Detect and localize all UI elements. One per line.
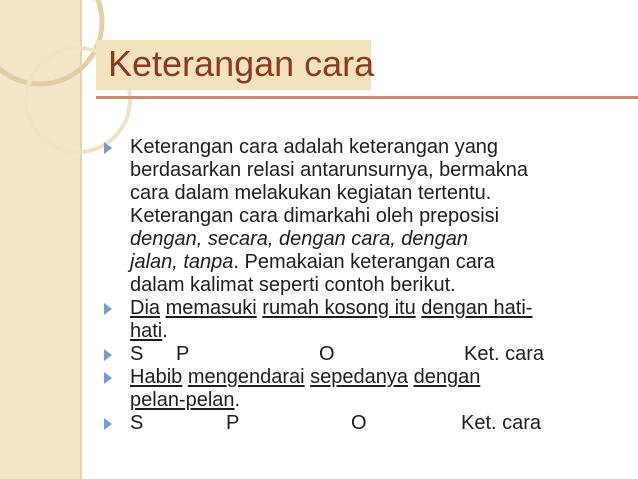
object-phrase: sepedanya (310, 366, 409, 388)
text-line-mixed: jalan, tanpa. Pemakaian keterangan cara (130, 251, 495, 273)
bullet-arrow-icon (104, 418, 112, 430)
example-line-continued: hati. (130, 320, 168, 342)
analysis-line (130, 412, 544, 435)
bullet-arrow-icon (104, 142, 112, 154)
subject-word: Habib (130, 366, 183, 388)
label-ket: Ket. cara (464, 343, 545, 365)
example-line (130, 366, 544, 389)
bullet-analysis-1 (104, 343, 544, 366)
label-o: O (319, 343, 335, 365)
bullet-arrow-icon (104, 303, 112, 315)
subject-word: Dia (130, 297, 161, 319)
label-s: S (130, 343, 144, 365)
bullet-analysis-2 (104, 412, 544, 435)
bullet-definition (104, 136, 544, 297)
adverb-phrase-end: hati (130, 320, 163, 342)
italic-prepositions: jalan, tanpa (130, 251, 234, 273)
text-line: berdasarkan relasi antarunsurnya, bermakna (130, 159, 528, 181)
text-line: cara dalam melakukan kegiatan tertentu. (130, 182, 492, 204)
adverb-phrase: dengan (413, 366, 481, 388)
label-p: P (226, 412, 240, 434)
slide-title: Keterangan cara (108, 43, 375, 84)
text-line: Keterangan cara dimarkahi oleh preposisi (130, 205, 500, 227)
bullet-arrow-icon (104, 372, 112, 384)
example-line-continued: pelan-pelan. (130, 389, 241, 411)
text-line: dalam kalimat seperti contoh berikut. (130, 274, 456, 296)
predicate-word: mengendarai (187, 366, 305, 388)
bullet-example-2 (104, 366, 544, 412)
title-underline-rule (96, 96, 638, 99)
example-line (130, 297, 544, 320)
label-ket: Ket. cara (461, 412, 542, 434)
adverb-phrase: dengan hati- (421, 297, 533, 319)
decorative-circle-upper (0, 0, 102, 84)
bullet-example-1 (104, 297, 544, 343)
predicate-word: memasuki (165, 297, 257, 319)
label-p: P (176, 343, 190, 365)
adverb-phrase-end: pelan-pelan (130, 389, 235, 411)
text-line: Keterangan cara adalah keterangan yang (130, 136, 499, 158)
text-line-italic: dengan, secara, dengan cara, dengan (130, 228, 469, 250)
label-o: O (351, 412, 367, 434)
label-s: S (130, 412, 144, 434)
bullet-list (104, 136, 544, 435)
object-phrase: rumah kosong itu (262, 297, 416, 319)
analysis-line (130, 343, 544, 366)
bullet-arrow-icon (104, 349, 112, 361)
